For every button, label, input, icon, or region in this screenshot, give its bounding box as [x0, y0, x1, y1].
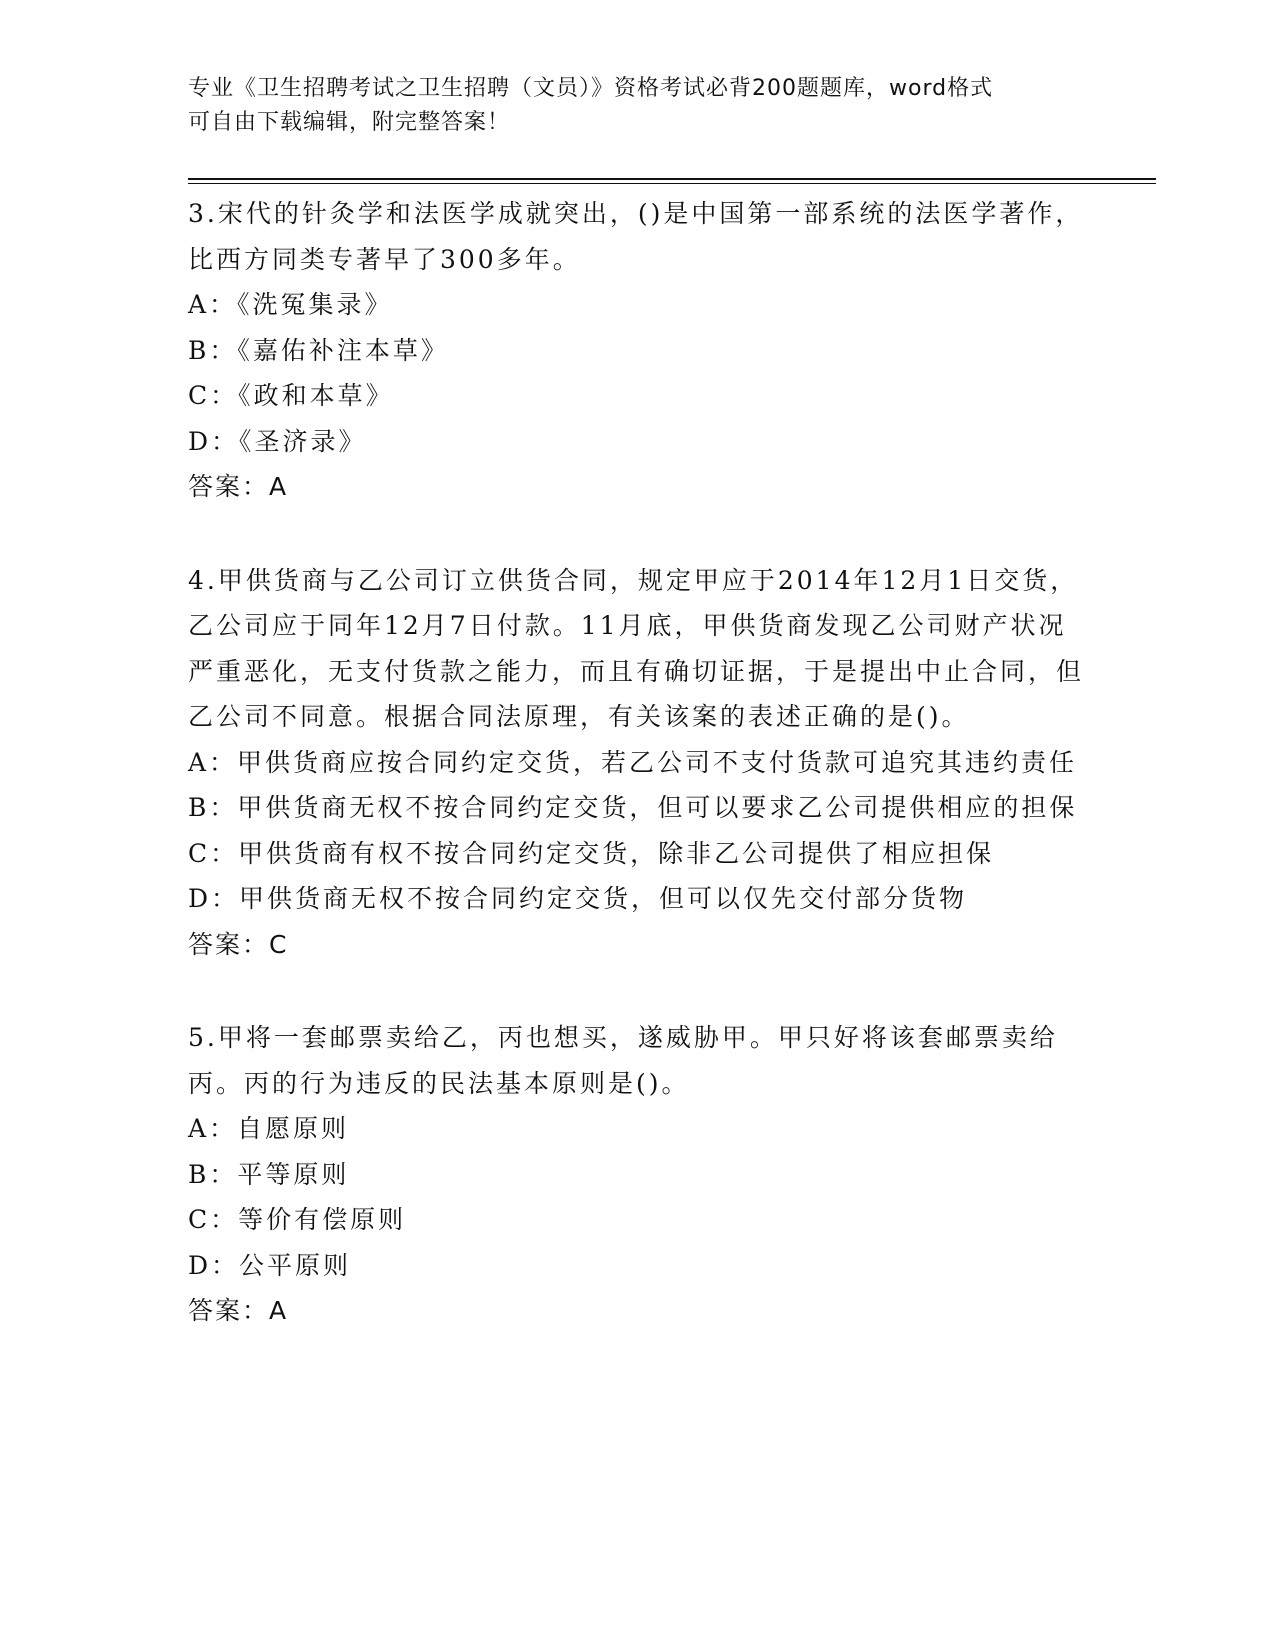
option-a: A：《洗冤集录》 — [188, 290, 393, 319]
option-b: B：《嘉佑补注本草》 — [188, 335, 449, 365]
answer-label: 答案：A — [188, 1296, 289, 1325]
option-a: A：甲供货商应按合同约定交货，若乙公司不支付货款可追究其违约责任 — [188, 747, 1078, 777]
option-d: D：甲供货商无权不按合同约定交货，但可以仅先交付部分货物 — [188, 884, 968, 913]
option-b: B：甲供货商无权不按合同约定交货，但可以要求乙公司提供相应的担保 — [188, 793, 1078, 822]
option-c: C：等价有偿原则 — [188, 1205, 407, 1234]
header-title-line1: 专业《卫生招聘考试之卫生招聘（文员）》资格考试必背200题题库，word格式 — [188, 76, 994, 101]
question-5 — [188, 1015, 1088, 1334]
question-stem: 3.宋代的针灸学和法医学成就突出，()是中国第一部系统的法医学著作，比西方同类专著早了300多年。 — [188, 199, 1084, 274]
header-divider-thick — [188, 178, 1156, 180]
question-stem: 5.甲将一套邮票卖给乙，丙也想买，遂威胁甲。甲只好将该套邮票卖给丙。丙的行为违反的民法基本原则是()。 — [188, 1023, 1058, 1098]
answer-label: 答案：A — [188, 472, 289, 501]
option-b: B：平等原则 — [188, 1159, 350, 1189]
option-d: D：公平原则 — [188, 1250, 352, 1280]
question-stem: 4.甲供货商与乙公司订立供货合同，规定甲应于2014年12月1日交货，乙公司应于同年12月7日付款。11月底，甲供货商发现乙公司财产状况严重恶化，无支付货款之能力，而且有确切证据，于是提出中止合同，但乙公司不同意。根据合同法原理，有关该案的表述正确的是()。 — [188, 565, 1085, 731]
option-c: C：《政和本草》 — [188, 381, 394, 410]
option-a: A：自愿原则 — [188, 1114, 350, 1143]
page-header — [188, 72, 1068, 140]
answer-label: 答案：C — [188, 929, 289, 959]
header-title-line2: 可自由下载编辑，附完整答案！ — [188, 110, 511, 135]
option-d: D：《圣济录》 — [188, 426, 367, 456]
question-4 — [188, 558, 1088, 968]
option-c: C：甲供货商有权不按合同约定交货，除非乙公司提供了相应担保 — [188, 838, 995, 868]
question-list — [188, 191, 1088, 1382]
question-3 — [188, 191, 1088, 510]
header-divider-thin — [188, 183, 1156, 184]
